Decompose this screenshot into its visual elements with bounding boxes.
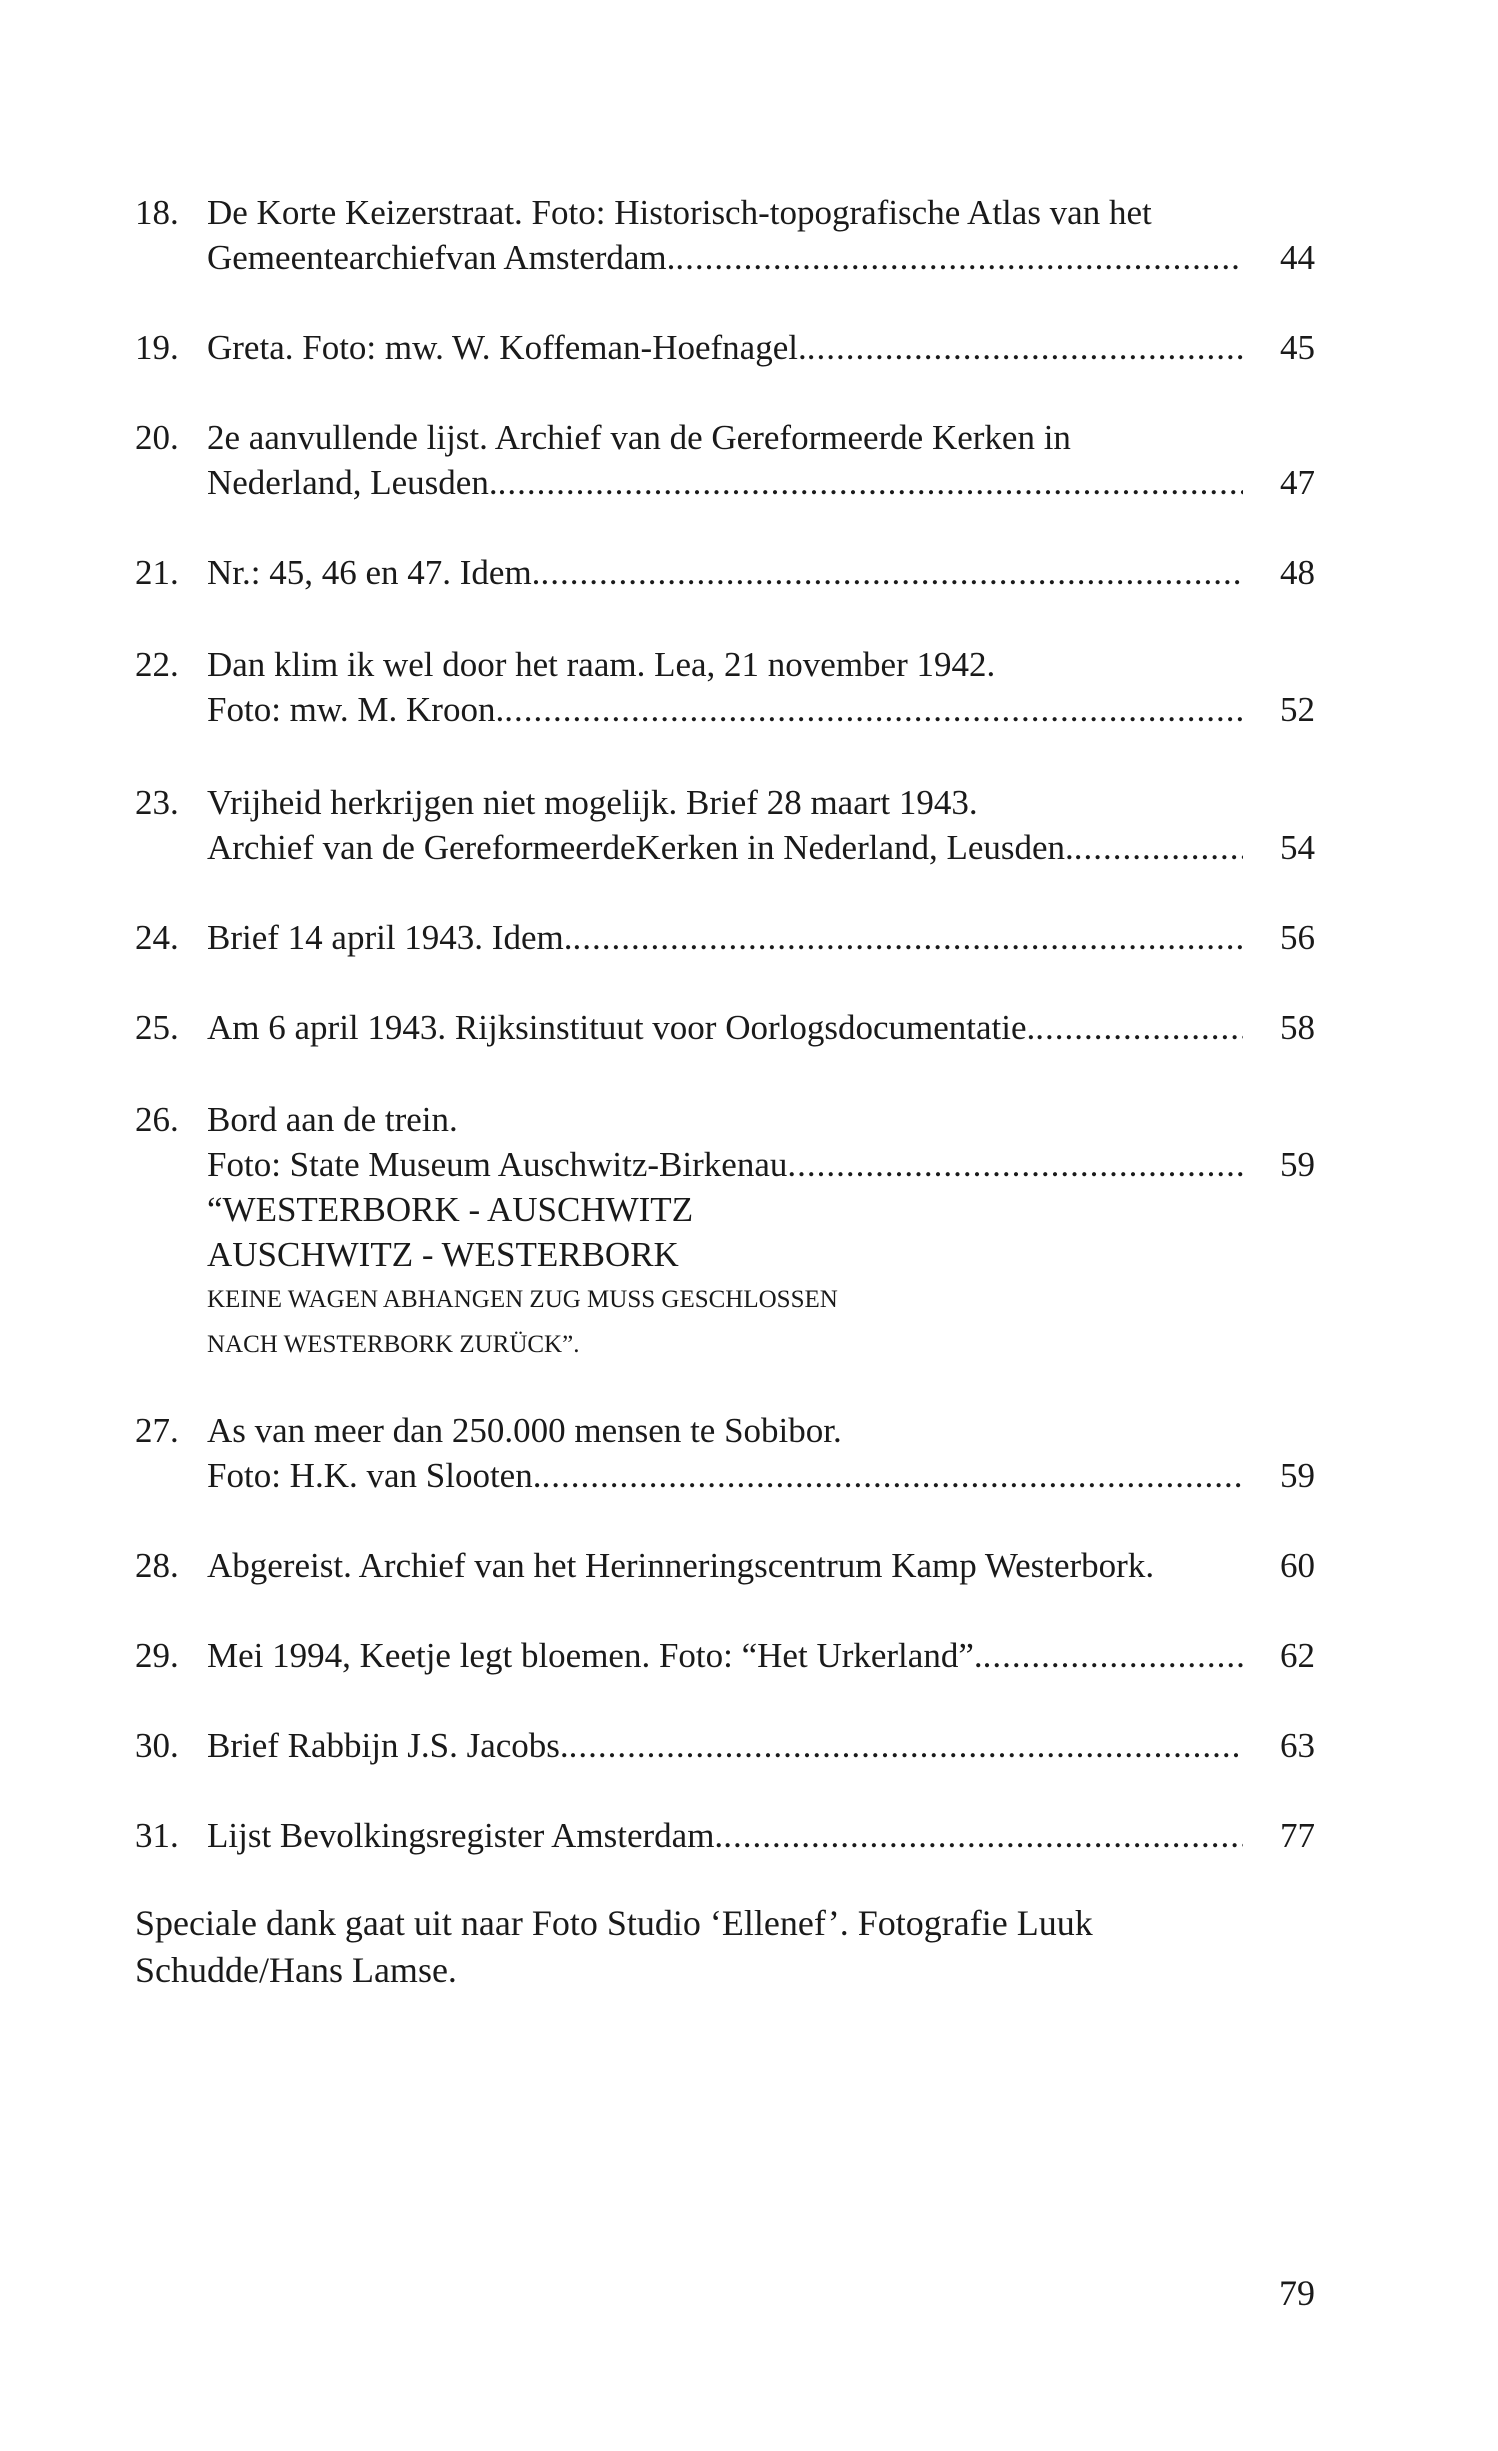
entry-text: Gemeentearchiefvan Amsterdam. (207, 238, 676, 277)
entry-leader-line (207, 460, 1247, 505)
entry-number: 19. (135, 328, 179, 367)
list-item-31 (135, 1813, 1315, 1858)
entry-leader-line (207, 1005, 1247, 1050)
list-item-29 (135, 1633, 1315, 1678)
entry-number: 23. (135, 783, 179, 822)
page-number: 79 (1279, 2273, 1315, 2313)
dot-leader (787, 1142, 1243, 1187)
entry-number: 29. (135, 1636, 179, 1675)
entry-text: Nederland, Leusden. (207, 463, 498, 502)
entry-text: Foto: H.K. van Slooten. (207, 1456, 542, 1495)
entry-leader-line (207, 1142, 1247, 1187)
entry-number: 30. (135, 1726, 179, 1765)
dot-leader (675, 235, 1243, 280)
entry-text: Brief 14 april 1943. Idem. (207, 918, 573, 957)
sign-text-line: “WESTERBORK - AUSCHWITZ (207, 1190, 694, 1229)
list-item-19 (135, 325, 1315, 370)
entry-number: 28. (135, 1546, 179, 1585)
dot-leader (1074, 825, 1243, 870)
entry-page-number: 62 (1280, 1636, 1315, 1675)
entry-number: 22. (135, 645, 179, 684)
entry-page-number: 58 (1280, 1008, 1315, 1047)
dot-leader (504, 687, 1243, 732)
entry-leader-line (207, 1723, 1247, 1768)
dot-leader (723, 1813, 1243, 1858)
entry-text: Nr.: 45, 46 en 47. Idem. (207, 553, 541, 592)
entry-leader-line (207, 1813, 1247, 1858)
dot-leader (1035, 1005, 1243, 1050)
sign-text-line: AUSCHWITZ - WESTERBORK (207, 1235, 679, 1274)
sign-small-text-line: NACH WESTERBORK ZURÜCK”. (207, 1331, 580, 1358)
entry-leader-line (207, 687, 1247, 732)
entry-number: 27. (135, 1411, 179, 1450)
entry-page-number: 48 (1280, 553, 1315, 592)
entry-page-number: 44 (1280, 238, 1315, 277)
dot-leader (498, 460, 1243, 505)
list-item-26 (135, 1097, 1315, 1367)
list-item-23 (135, 780, 1315, 870)
list-item-27 (135, 1408, 1315, 1498)
dot-leader (540, 550, 1243, 595)
entry-number: 24. (135, 918, 179, 957)
sign-small-text-line: KEINE WAGEN ABHANGEN ZUG MUSS GESCHLOSSEN (207, 1286, 838, 1313)
entry-text: Greta. Foto: mw. W. Koffeman-Hoefnagel. (207, 328, 807, 367)
entry-page-number: 45 (1280, 328, 1315, 367)
acknowledgement-line: Schudde/Hans Lamse. (135, 1950, 457, 1990)
entry-page-number: 52 (1280, 690, 1315, 729)
entry-number: 26. (135, 1100, 179, 1139)
acknowledgement-line: Speciale dank gaat uit naar Foto Studio ‘Ellenef’. Fotografie Luuk (135, 1903, 1093, 1943)
list-item-24 (135, 915, 1315, 960)
entry-text: Archief van de GereformeerdeKerken in Nederland, Leusden. (207, 828, 1074, 867)
entry-leader-line (207, 825, 1247, 870)
entry-page-number: 47 (1280, 463, 1315, 502)
entry-page-number: 63 (1280, 1726, 1315, 1765)
dot-leader (572, 915, 1243, 960)
entry-number: 18. (135, 193, 179, 232)
entry-leader-line (207, 235, 1247, 280)
entry-page-number: 56 (1280, 918, 1315, 957)
list-item-30 (135, 1723, 1315, 1768)
entry-number: 20. (135, 418, 179, 457)
entry-text: Foto: State Museum Auschwitz-Birkenau (207, 1145, 788, 1184)
dot-leader (541, 1453, 1243, 1498)
entry-text: As van meer dan 250.000 mensen te Sobibor. (207, 1411, 842, 1450)
entry-text: Dan klim ik wel door het raam. Lea, 21 november 1942. (207, 645, 996, 684)
acknowledgement-note (135, 1900, 1315, 1994)
entry-number: 21. (135, 553, 179, 592)
entry-leader-line (207, 1633, 1247, 1678)
entry-text: Abgereist. Archief van het Herinneringscentrum Kamp Westerbork. (207, 1546, 1155, 1585)
entry-page-number: 77 (1280, 1816, 1315, 1855)
entry-number: 31. (135, 1816, 179, 1855)
list-item-21 (135, 550, 1315, 595)
entry-text: Brief Rabbijn J.S. Jacobs. (207, 1726, 569, 1765)
dot-leader (983, 1633, 1243, 1678)
entry-leader-line (207, 325, 1247, 370)
entry-text: Lijst Bevolkingsregister Amsterdam. (207, 1816, 724, 1855)
entry-number: 25. (135, 1008, 179, 1047)
entry-leader-line (207, 550, 1247, 595)
entry-text: De Korte Keizerstraat. Foto: Historisch-topografische Atlas van het (207, 193, 1152, 232)
entry-text: 2e aanvullende lijst. Archief van de Gereformeerde Kerken in (207, 418, 1071, 457)
entry-text: Foto: mw. M. Kroon. (207, 690, 505, 729)
entry-leader-line (207, 1453, 1247, 1498)
entry-page-number: 54 (1280, 828, 1315, 867)
entry-text: Vrijheid herkrijgen niet mogelijk. Brief 28 maart 1943. (207, 783, 978, 822)
entry-text: Mei 1994, Keetje legt bloemen. Foto: “Het Urkerland”. (207, 1636, 983, 1675)
entry-page-number: 59 (1280, 1145, 1315, 1184)
dot-leader (569, 1723, 1243, 1768)
entry-page-number: 60 (1280, 1546, 1315, 1585)
list-item-18 (135, 190, 1315, 280)
list-item-20 (135, 415, 1315, 505)
dot-leader (807, 325, 1243, 370)
list-item-22 (135, 642, 1315, 732)
entry-page-number: 59 (1280, 1456, 1315, 1495)
entry-text: Am 6 april 1943. Rijksinstituut voor Oorlogsdocumentatie. (207, 1008, 1036, 1047)
list-item-25 (135, 1005, 1315, 1050)
list-item-28 (135, 1543, 1315, 1588)
entry-text: Bord aan de trein. (207, 1100, 458, 1139)
entry-leader-line (207, 915, 1247, 960)
